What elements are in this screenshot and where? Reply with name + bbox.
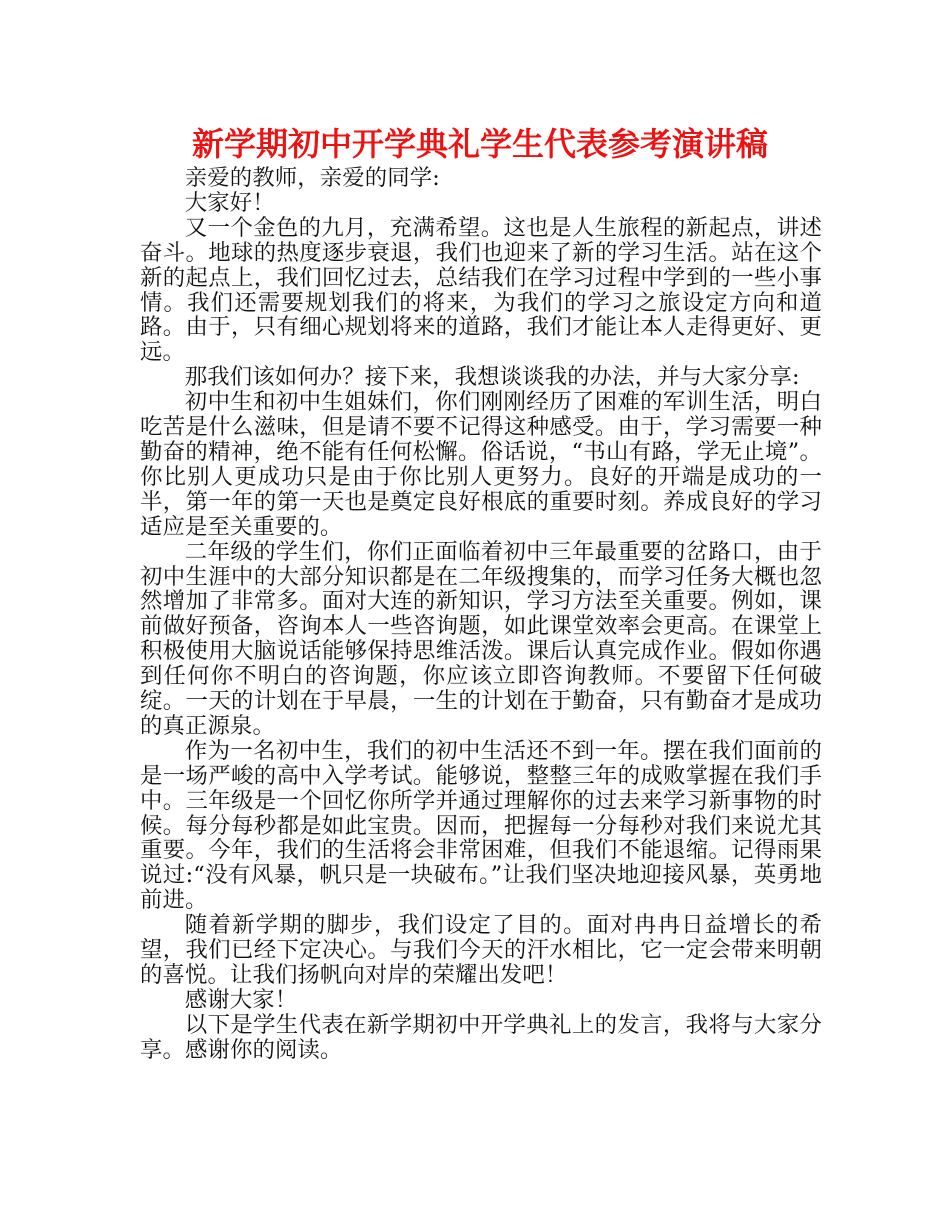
- paragraph: 又一个金色的九月，充满希望。这也是人生旅程的新起点，讲述奋斗。地球的热度逐步衰退，我们也迎来了新的学习生活。站在这个新的起点上，我们回忆过去，总结我们在学习过程中学到的一些小事情。我们还需要规划我们的将来，为我们的学习之旅设定方向和道路。由于，只有细心规划将来的道路，我们才能让本人走得更好、更远。: [140, 214, 822, 366]
- document-body: [140, 166, 822, 1063]
- paragraph-hello: 大家好！: [184, 189, 275, 216]
- document-page: [140, 122, 822, 1063]
- paragraph: 初中生和初中生姐妹们，你们刚刚经历了困难的军训生活，明白吃苦是什么滋味，但是请不要不记得这种感受。由于，学习需要一种勤奋的精神，绝不能有任何松懈。俗话说，“书山有路，学无止境”。你比别人更成功只是由于你比别人更努力。良好的开端是成功的一半，第一年的第一天也是奠定良好根底的重要时刻。养成良好的学习适应是至关重要的。: [140, 389, 822, 540]
- paragraph: 随着新学期的脚步，我们设定了目的。面对冉冉日益增长的希望，我们已经下定决心。与我们今天的汗水相比，它一定会带来明朝的喜悦。让我们扬帆向对岸的荣耀出发吧！: [140, 912, 822, 988]
- paragraph: 二年级的学生们，你们正面临着初中三年最重要的岔路口，由于初中生涯中的大部分知识都是在二年级搜集的，而学习任务大概也忽然增加了非常多。面对大连的新知识，学习方法至关重要。例如，课前做好预备，咨询本人一些咨询题，如此课堂效率会更高。在课堂上积极使用大脑说话能够保持思维活泼。课后认真完成作业。假如你遇到任何你不明白的咨询题，你应该立即咨询教师。不要留下任何破绽。一天的计划在于早晨，一生的计划在于勤奋，只有勤奋才是成功的真正源泉。: [140, 538, 822, 739]
- paragraph-closing: 以下是学生代表在新学期初中开学典礼上的发言，我将与大家分享。感谢你的阅读。: [140, 1011, 822, 1063]
- document-title: 新学期初中开学典礼学生代表参考演讲稿: [191, 125, 768, 163]
- paragraph-thanks: 感谢大家！: [184, 986, 298, 1013]
- paragraph: 那我们该如何办？接下来，我想谈谈我的办法，并与大家分享:: [184, 364, 800, 391]
- paragraph: 作为一名初中生，我们的初中生活还不到一年。摆在我们面前的是一场严峻的高中入学考试。能够说，整整三年的成败掌握在我们手中。三年级是一个回忆你所学并通过理解你的过去来学习新事物的时候。每分每秒都是如此宝贵。因而，把握每一分每秒对我们来说尤其重要。今年，我们的生活将会非常困难，但我们不能退缩。记得雨果说过:“没有风暴，帆只是一块破布。”让我们坚决地迎接风暴，英勇地前进。: [140, 737, 822, 914]
- paragraph-greeting: 亲爱的教师，亲爱的同学:: [184, 165, 440, 191]
